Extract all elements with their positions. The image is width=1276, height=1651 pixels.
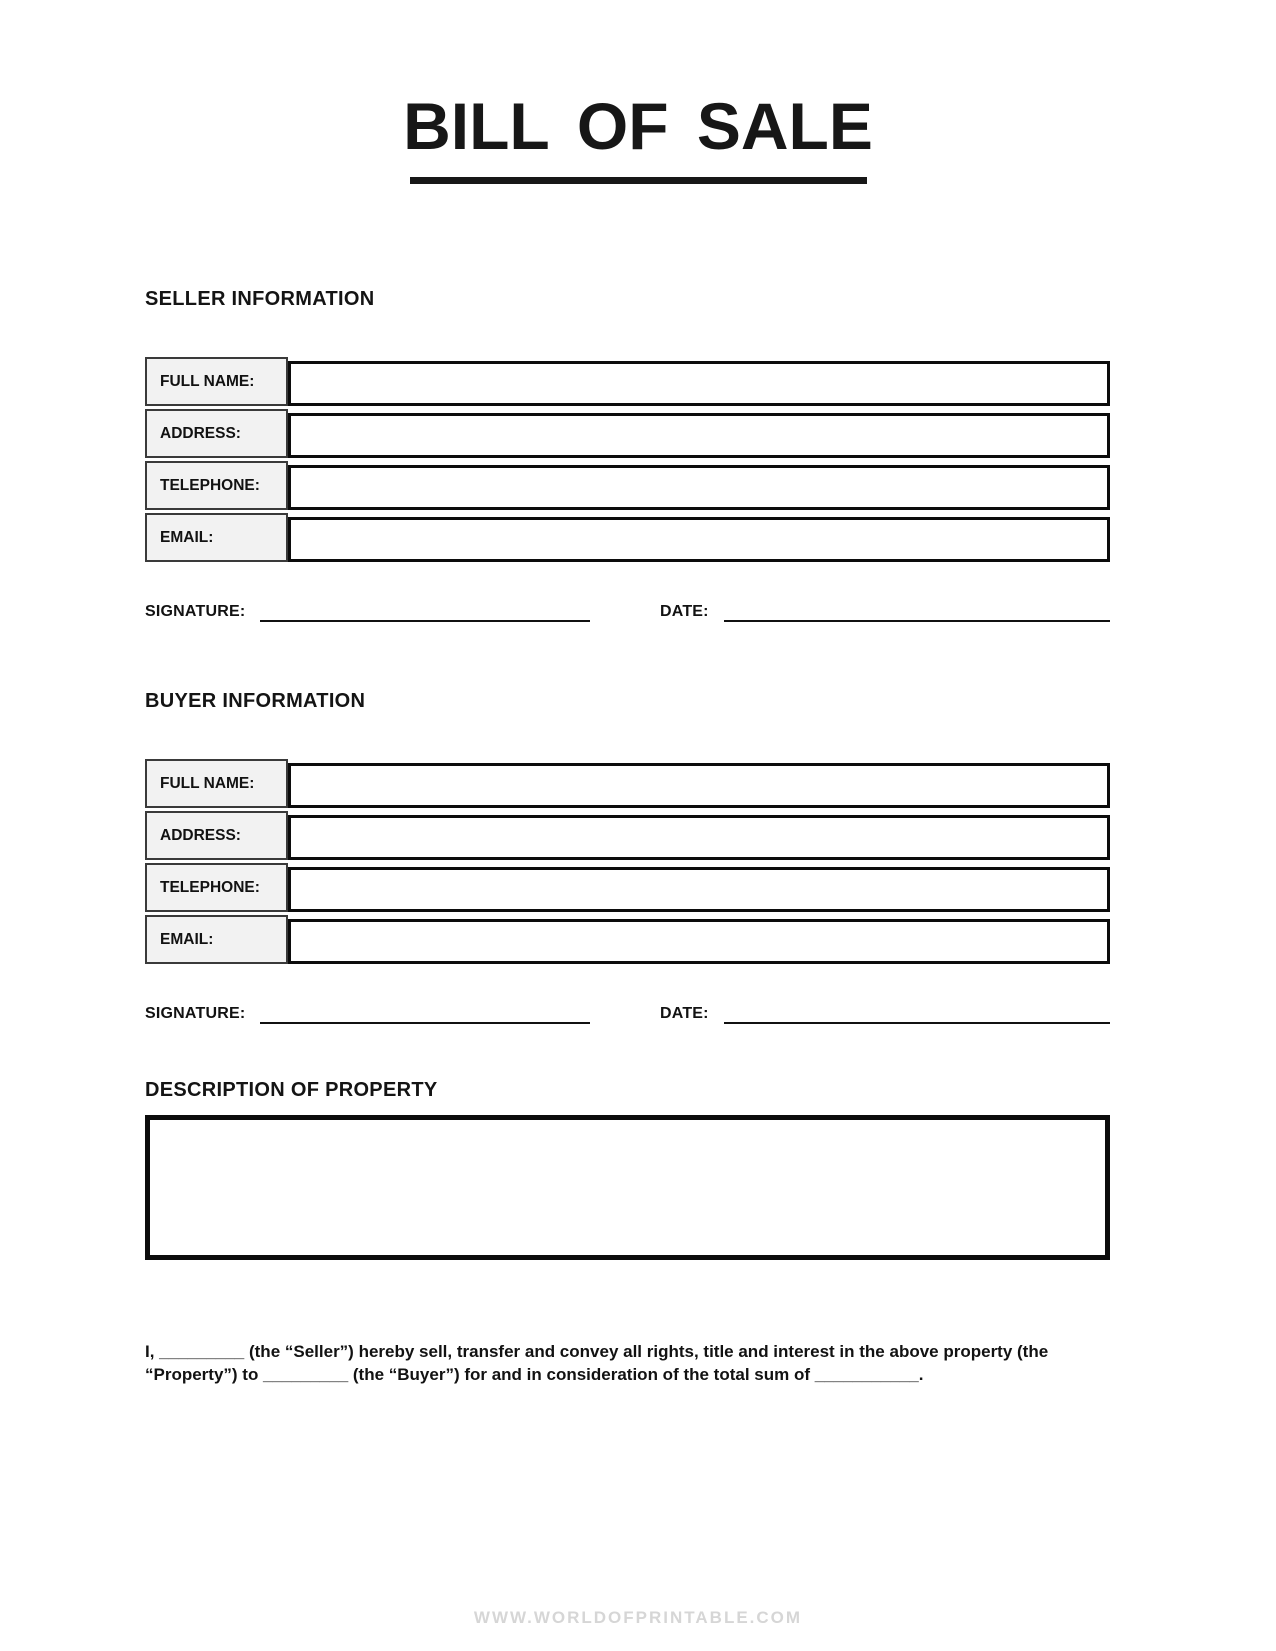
seller-signature-line[interactable]: [260, 602, 590, 622]
property-section-heading: DESCRIPTION OF PROPERTY: [145, 1079, 438, 1102]
buyer-email-field[interactable]: [288, 919, 1110, 964]
buyer-address-label: ADDRESS:: [145, 811, 288, 860]
table-row: [145, 461, 1110, 510]
seller-signature-row: [145, 602, 1110, 622]
buyer-full-name-field[interactable]: [288, 763, 1110, 808]
buyer-signature-row: [145, 1004, 1110, 1024]
seller-full-name-field[interactable]: [288, 361, 1110, 406]
buyer-section-heading: BUYER INFORMATION: [145, 690, 366, 713]
seller-address-field[interactable]: [288, 413, 1110, 458]
buyer-address-field[interactable]: [288, 815, 1110, 860]
buyer-signature-group: [145, 1004, 590, 1024]
document-header: [0, 0, 1276, 184]
buyer-telephone-field[interactable]: [288, 867, 1110, 912]
buyer-date-group: [660, 1004, 1110, 1024]
seller-date-group: [660, 602, 1110, 622]
seller-address-label: ADDRESS:: [145, 409, 288, 458]
seller-date-line[interactable]: [724, 602, 1110, 622]
table-row: [145, 811, 1110, 860]
seller-date-label: DATE:: [660, 603, 709, 621]
buyer-email-label: EMAIL:: [145, 915, 288, 964]
seller-email-field[interactable]: [288, 517, 1110, 562]
buyer-date-line[interactable]: [724, 1004, 1110, 1024]
table-row: [145, 863, 1110, 912]
property-description-box[interactable]: [145, 1115, 1110, 1260]
seller-section-heading: SELLER INFORMATION: [145, 288, 375, 311]
table-row: [145, 409, 1110, 458]
buyer-signature-label: SIGNATURE:: [145, 1005, 246, 1023]
seller-full-name-label: FULL NAME:: [145, 357, 288, 406]
seller-signature-group: [145, 602, 590, 622]
buyer-date-label: DATE:: [660, 1005, 709, 1023]
buyer-telephone-label: TELEPHONE:: [145, 863, 288, 912]
seller-telephone-label: TELEPHONE:: [145, 461, 288, 510]
page-title: BILL OF SALE: [403, 89, 873, 163]
table-row: [145, 759, 1110, 808]
document-body: [145, 288, 1110, 1386]
seller-telephone-field[interactable]: [288, 465, 1110, 510]
buyer-signature-line[interactable]: [260, 1004, 590, 1024]
affirmation-text: I, _________ (the “Seller”) hereby sell, transfer and convey all rights, title and interest in the above property (the “Property”) to _________ (the “Buyer”) for and in consideration of the total sum of ___________.: [145, 1342, 1049, 1385]
footer-watermark: WWW.WORLDOFPRINTABLE.COM: [473, 1608, 803, 1627]
buyer-info-table: [145, 759, 1110, 964]
table-row: [145, 915, 1110, 964]
table-row: [145, 357, 1110, 406]
seller-info-table: [145, 357, 1110, 562]
table-row: [145, 513, 1110, 562]
seller-signature-label: SIGNATURE:: [145, 603, 246, 621]
title-underline: [410, 177, 867, 184]
seller-email-label: EMAIL:: [145, 513, 288, 562]
buyer-full-name-label: FULL NAME:: [145, 759, 288, 808]
